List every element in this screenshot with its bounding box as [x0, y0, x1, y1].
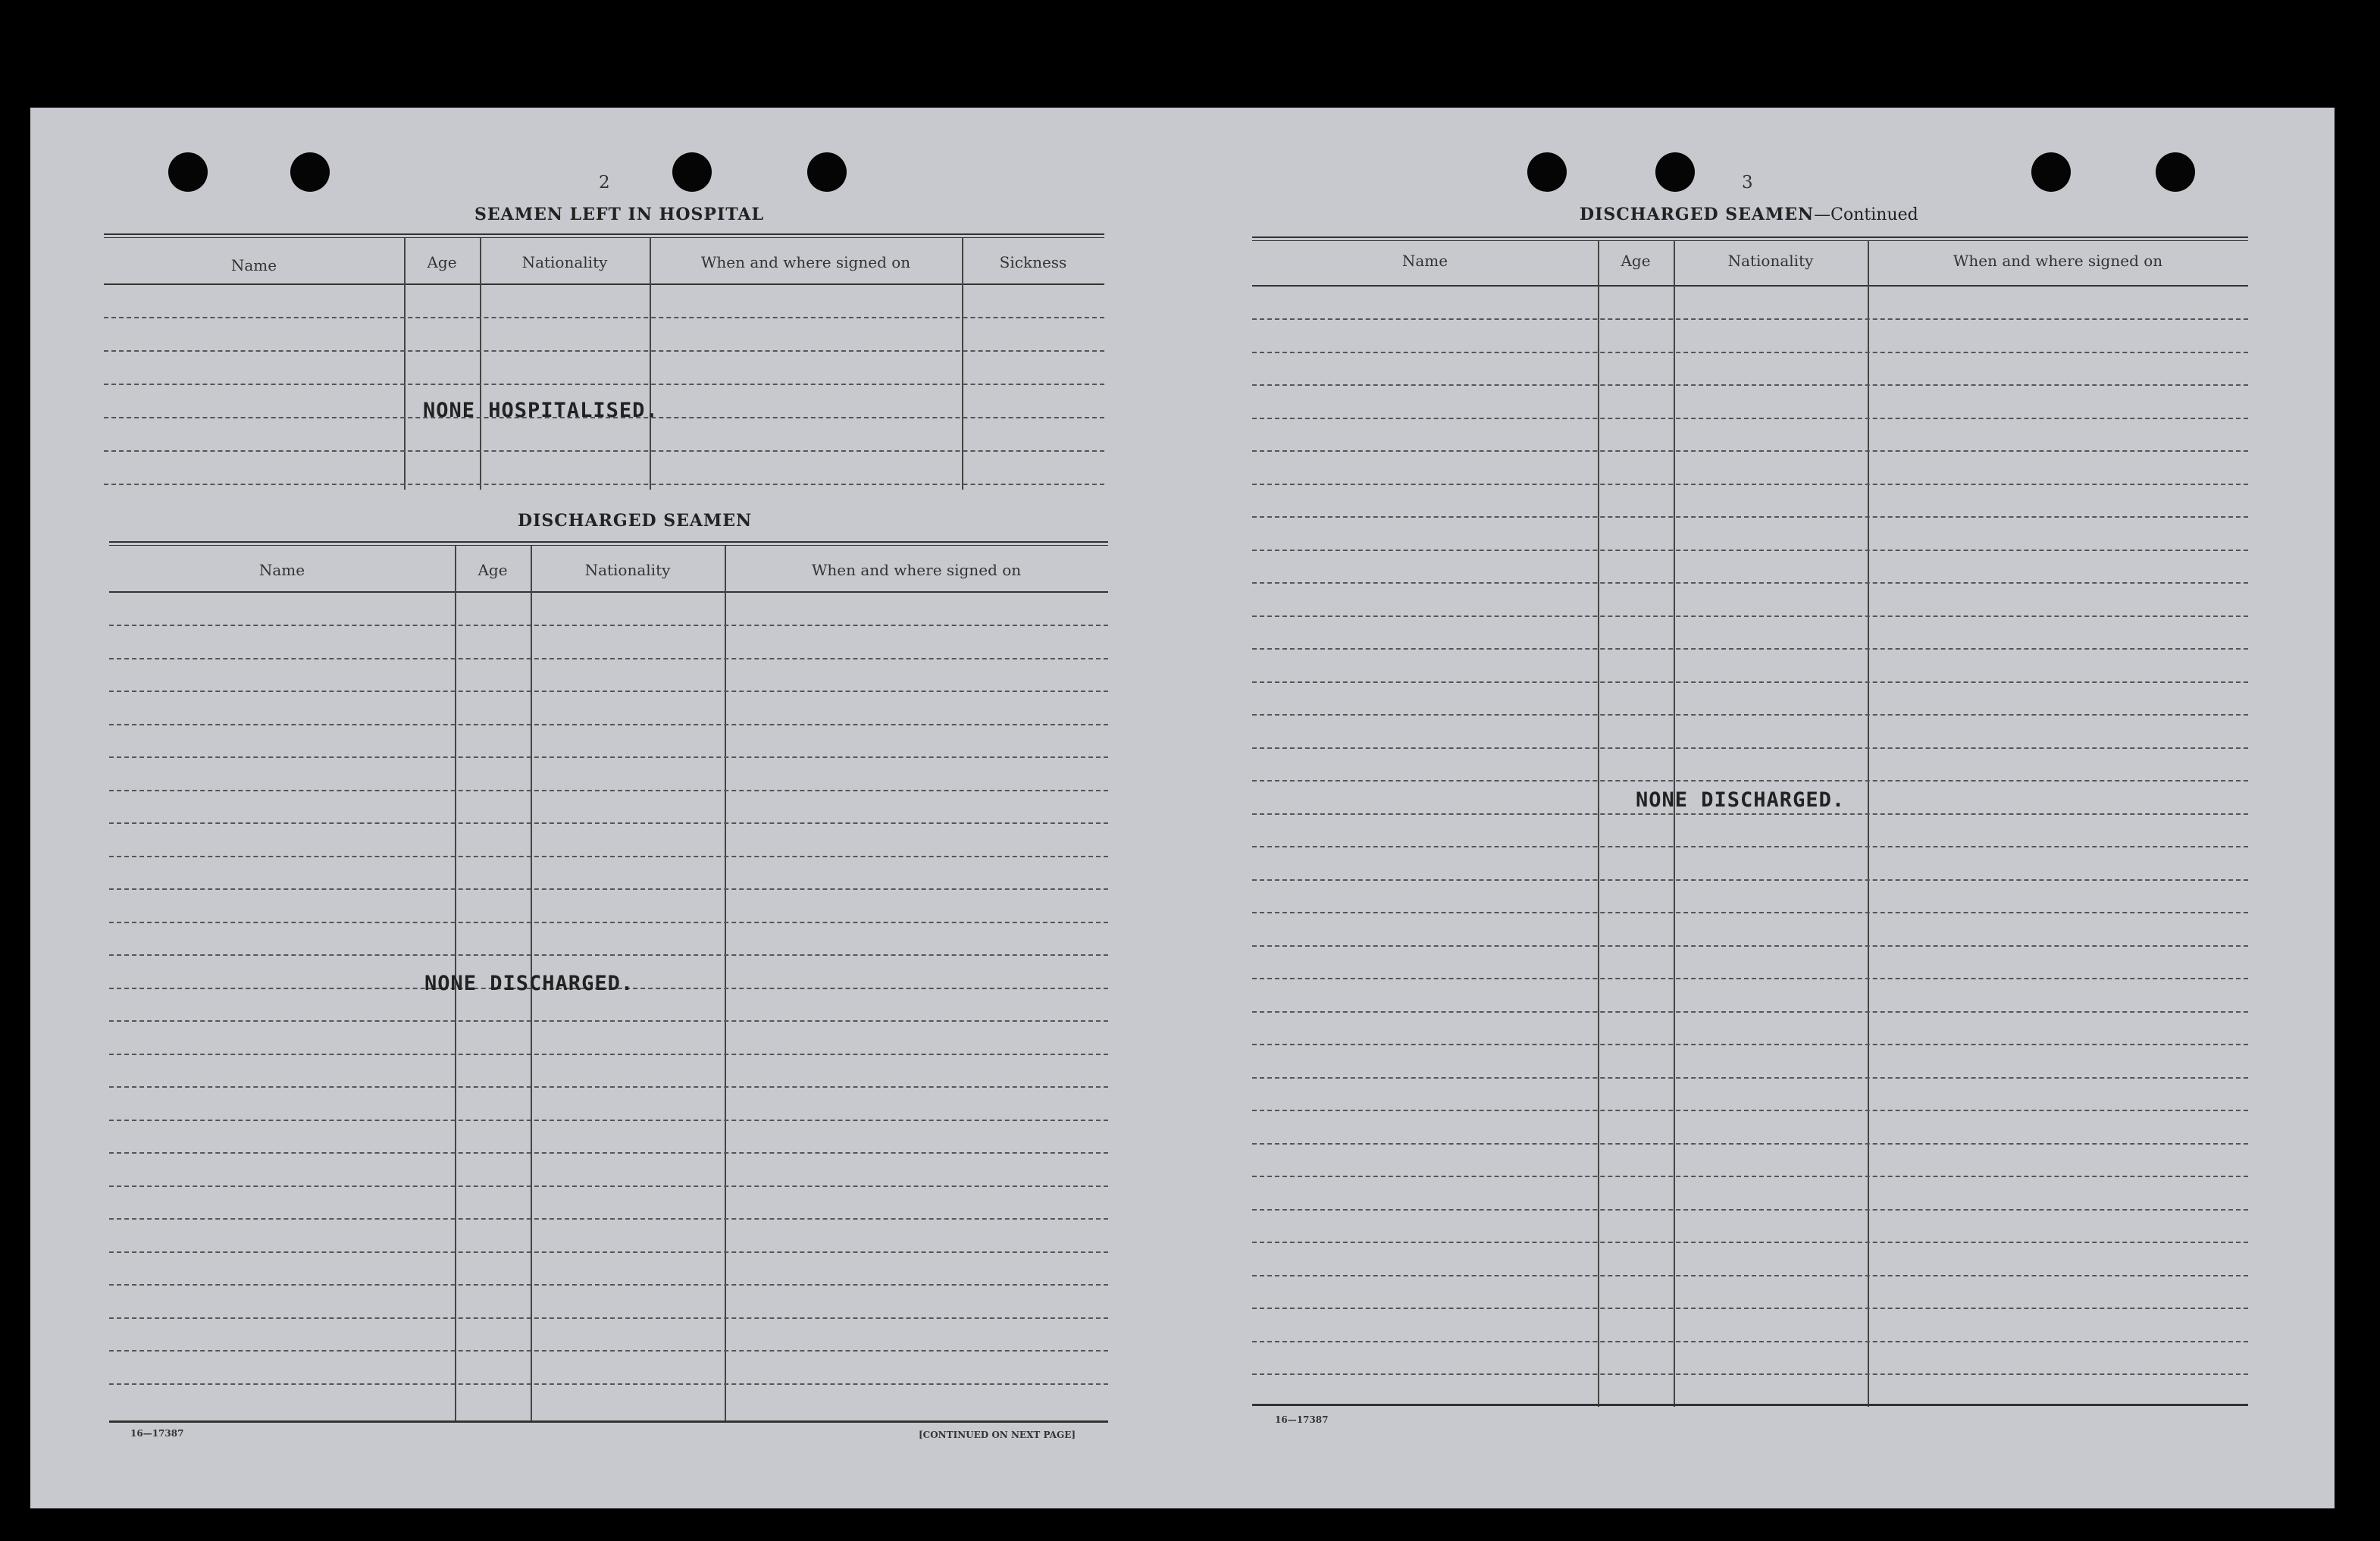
punch-hole — [1655, 152, 1695, 192]
column-header-sickness: Sickness — [999, 253, 1067, 271]
column-divider — [962, 238, 963, 490]
column-header-signed-on: When and where signed on — [1953, 252, 2163, 270]
row-line — [1252, 1110, 2248, 1111]
column-header-name: Name — [230, 256, 277, 274]
row-line — [109, 625, 1108, 626]
row-line — [1252, 450, 2248, 452]
row-line — [1252, 550, 2248, 551]
typed-note-none-hospitalised: NONE HOSPITALISED. — [423, 399, 659, 422]
row-line — [1252, 384, 2248, 386]
row-line — [109, 1020, 1108, 1022]
row-line — [1252, 1373, 2248, 1375]
row-line — [1252, 1077, 2248, 1079]
header-rule — [1252, 285, 2248, 287]
column-header-nationality: Nationality — [1727, 252, 1814, 270]
row-line — [109, 1251, 1108, 1253]
column-divider — [1868, 241, 1869, 1407]
row-line — [1252, 813, 2248, 815]
row-line — [1252, 1011, 2248, 1013]
hospital-table — [104, 233, 1104, 490]
document-sheet — [30, 108, 2335, 1508]
row-line — [109, 888, 1108, 890]
discharged-continued-title — [1580, 205, 1918, 224]
column-divider — [1674, 241, 1675, 1407]
table-bottom-rule — [1252, 1404, 2248, 1406]
continued-note: [CONTINUED ON NEXT PAGE] — [919, 1430, 1076, 1440]
column-header-nationality: Nationality — [521, 253, 608, 271]
section-title-suffix: —Continued — [1814, 205, 1918, 224]
row-line — [109, 658, 1108, 659]
row-line — [104, 484, 1104, 485]
typed-note-none-discharged: NONE DISCHARGED. — [1636, 788, 1846, 812]
row-line — [109, 1120, 1108, 1121]
column-divider — [725, 546, 726, 1422]
row-line — [1252, 846, 2248, 847]
form-number: 16—17387 — [1275, 1414, 1329, 1425]
punch-hole — [2031, 152, 2071, 192]
discharged-continued-table — [1252, 236, 2248, 1407]
column-header-name: Name — [1401, 252, 1448, 270]
table-top-rule — [1252, 236, 2248, 241]
table-top-rule — [109, 541, 1108, 546]
row-line — [1252, 1242, 2248, 1243]
column-header-age: Age — [478, 561, 508, 579]
table-bottom-rule — [109, 1420, 1108, 1423]
row-line — [1252, 1209, 2248, 1211]
row-line — [109, 922, 1108, 923]
row-line — [109, 1086, 1108, 1088]
row-line — [1252, 582, 2248, 584]
row-line — [1252, 516, 2248, 518]
row-line — [1252, 681, 2248, 683]
row-line — [109, 1152, 1108, 1154]
row-line — [1252, 780, 2248, 781]
column-divider — [404, 238, 406, 490]
punch-hole — [1527, 152, 1567, 192]
hospital-section-title: SEAMEN LEFT IN HOSPITAL — [474, 205, 764, 224]
row-line — [109, 1186, 1108, 1187]
page-number: 3 — [1742, 173, 1753, 193]
column-header-age: Age — [427, 253, 457, 271]
row-line — [109, 790, 1108, 791]
row-line — [1252, 945, 2248, 947]
row-line — [109, 1284, 1108, 1286]
row-line — [1252, 1341, 2248, 1342]
row-line — [1252, 1275, 2248, 1276]
column-header-age: Age — [1621, 252, 1651, 270]
row-line — [109, 822, 1108, 824]
typed-note-none-discharged: NONE DISCHARGED. — [424, 972, 634, 995]
row-line — [1252, 418, 2248, 419]
row-line — [1252, 1308, 2248, 1309]
row-line — [104, 450, 1104, 452]
row-line — [1252, 1044, 2248, 1045]
header-rule — [109, 591, 1108, 593]
row-line — [109, 756, 1108, 758]
form-number: 16—17387 — [130, 1428, 184, 1439]
punch-hole — [807, 152, 847, 192]
column-header-nationality: Nationality — [584, 561, 671, 579]
section-title-text: DISCHARGED SEAMEN — [1580, 205, 1815, 224]
header-rule — [104, 283, 1104, 285]
column-header-name: Name — [258, 561, 305, 579]
table-top-rule — [104, 233, 1104, 238]
row-line — [109, 691, 1108, 692]
column-header-signed-on: When and where signed on — [811, 561, 1022, 579]
row-line — [109, 1317, 1108, 1319]
row-line — [109, 856, 1108, 857]
row-line — [104, 350, 1104, 352]
page-number: 2 — [599, 173, 610, 193]
punch-hole — [290, 152, 330, 192]
row-line — [1252, 484, 2248, 485]
row-line — [109, 1218, 1108, 1220]
row-line — [1252, 648, 2248, 650]
row-line — [109, 724, 1108, 725]
row-line — [1252, 615, 2248, 617]
punch-hole — [2156, 152, 2195, 192]
punch-hole — [672, 152, 712, 192]
row-line — [1252, 1176, 2248, 1177]
row-line — [1252, 352, 2248, 353]
column-divider — [1598, 241, 1599, 1407]
row-line — [109, 954, 1108, 956]
row-line — [1252, 747, 2248, 749]
row-line — [1252, 1143, 2248, 1145]
column-header-signed-on: When and where signed on — [700, 253, 911, 271]
row-line — [109, 1054, 1108, 1055]
row-line — [104, 384, 1104, 385]
row-line — [1252, 879, 2248, 881]
punch-hole — [168, 152, 208, 192]
column-divider — [650, 238, 651, 490]
row-line — [1252, 318, 2248, 320]
row-line — [1252, 912, 2248, 913]
row-line — [104, 317, 1104, 318]
discharged-section-title: DISCHARGED SEAMEN — [518, 511, 753, 531]
row-line — [109, 1350, 1108, 1352]
column-divider — [480, 238, 481, 490]
row-line — [1252, 714, 2248, 716]
row-line — [109, 1383, 1108, 1385]
row-line — [1252, 978, 2248, 979]
